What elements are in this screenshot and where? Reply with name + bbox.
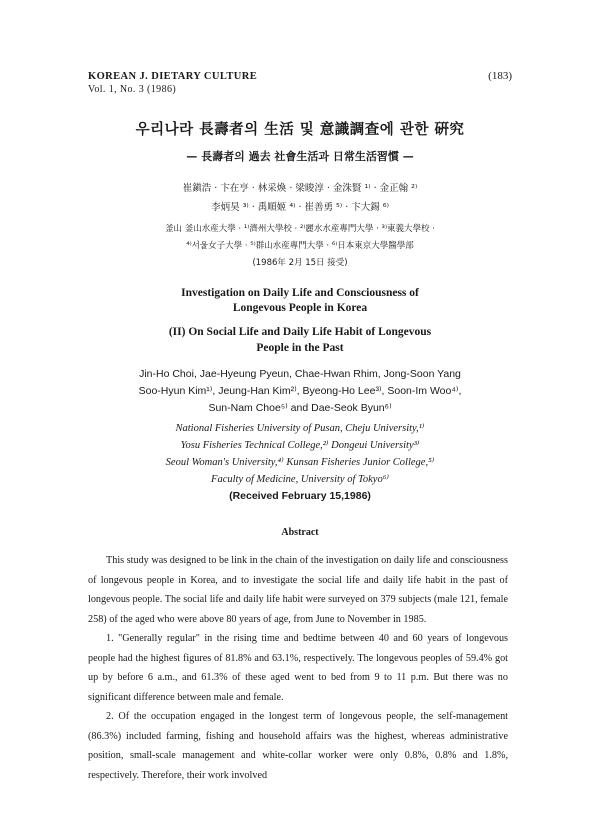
journal-name: KOREAN J. DIETARY CULTURE	[88, 71, 258, 82]
english-affiliation-line-1: National Fisheries University of Pusan, Cheju University,¹⁾	[175, 423, 425, 434]
english-authors-line-3: Sun-Nam Choe⁵⁾ and Dae-Seok Byun⁶⁾	[208, 402, 392, 414]
english-affiliation-line-3: Seoul Woman's University,⁴⁾ Kunsan Fisheries Junior College,⁵⁾	[165, 457, 435, 468]
korean-title: 우리나라 長壽者의 生活 및 意識調査에 관한 硏究	[135, 122, 465, 138]
korean-subtitle: — 長壽者의 過去 社會生活과 日常生活習慣 —	[186, 150, 414, 163]
abstract-paragraph-3: 2. Of the occupation engaged in the longest term of longevous people, the self-management (86.3%) included farming, fishing and household affairs was the highest, whereas administrative position, small-scale management and white-collar worker were only 0.8%, 0.8% and 1.8%, respectively. Therefore, their work involved	[88, 711, 508, 781]
journal-header	[88, 70, 257, 96]
abstract-paragraph-1: This study was designed to be link in the chain of the investigation on daily life and consciousness of longevous people in Korea, and to investigate the social life and daily life habit in the past of longevous people. The social life and daily life habit were surveyed on 379 subjects (male 121, female 258) of the aged who were above 80 years of age, from June to November in 1985.	[88, 555, 508, 625]
english-authors-line-2: Soo-Hyun Kim¹⁾, Jeung-Han Kim²⁾, Byeong-Ho Lee³⁾, Soon-Im Woo⁴⁾,	[138, 385, 462, 397]
journal-volume: Vol. 1, No. 3 (1986)	[88, 84, 177, 95]
english-subtitle-line-2: People in the Past	[256, 342, 344, 354]
english-received-date: (Received February 15,1986)	[229, 490, 371, 502]
korean-affiliations-line-1: 釜山 釜山水産大學 · ¹⁾濟州大學校 · ²⁾麗水水産專門大學 · ³⁾東義大學校 ·	[165, 224, 435, 234]
abstract-body	[88, 551, 508, 785]
korean-authors-line-2: 李炳昊 ³⁾ · 禹順姬 ⁴⁾ · 崔善勇 ⁵⁾ · 卞大錫 ⁶⁾	[211, 202, 389, 213]
abstract-paragraph-2: 1. "Generally regular" in the rising time and bedtime between 40 and 60 years of longevous people had the highest figures of 81.8% and 63.1%, respectively. The longevous peoples of 59.4% got up by before 6 a.m., and 61.3% of these aged went to bed from 9 to 11 p.m. But there was no significant difference between male and female.	[88, 633, 508, 703]
english-subtitle-line-1: (II) On Social Life and Daily Life Habit of Longevous	[168, 326, 432, 338]
page-number: (183)	[488, 70, 512, 82]
english-title-line-1: Investigation on Daily Life and Consciousness of	[181, 287, 419, 299]
korean-affiliations-line-2: ⁴⁾서울女子大學 · ⁵⁾群山水産專門大學 · ⁶⁾日本東京大學醫學部	[186, 241, 414, 251]
english-affiliation-line-4: Faculty of Medicine, University of Tokyo⁶⁾	[211, 474, 389, 485]
english-title-line-2: Longevous People in Korea	[232, 302, 368, 314]
english-affiliation-line-2: Yosu Fisheries Technical College,²⁾ Dongeui University³⁾	[180, 440, 420, 451]
korean-authors-line-1: 崔鎭浩 · 卞在亨 · 林采煥 · 梁晙淳 · 金洙賢 ¹⁾ · 金正翰 ²⁾	[182, 183, 418, 194]
korean-received-date: (1986年 2月 15日 接受)	[252, 258, 348, 268]
abstract-heading: Abstract	[281, 527, 319, 538]
english-authors-line-1: Jin-Ho Choi, Jae-Hyeung Pyeun, Chae-Hwan Rhim, Jong-Soon Yang	[139, 368, 461, 380]
